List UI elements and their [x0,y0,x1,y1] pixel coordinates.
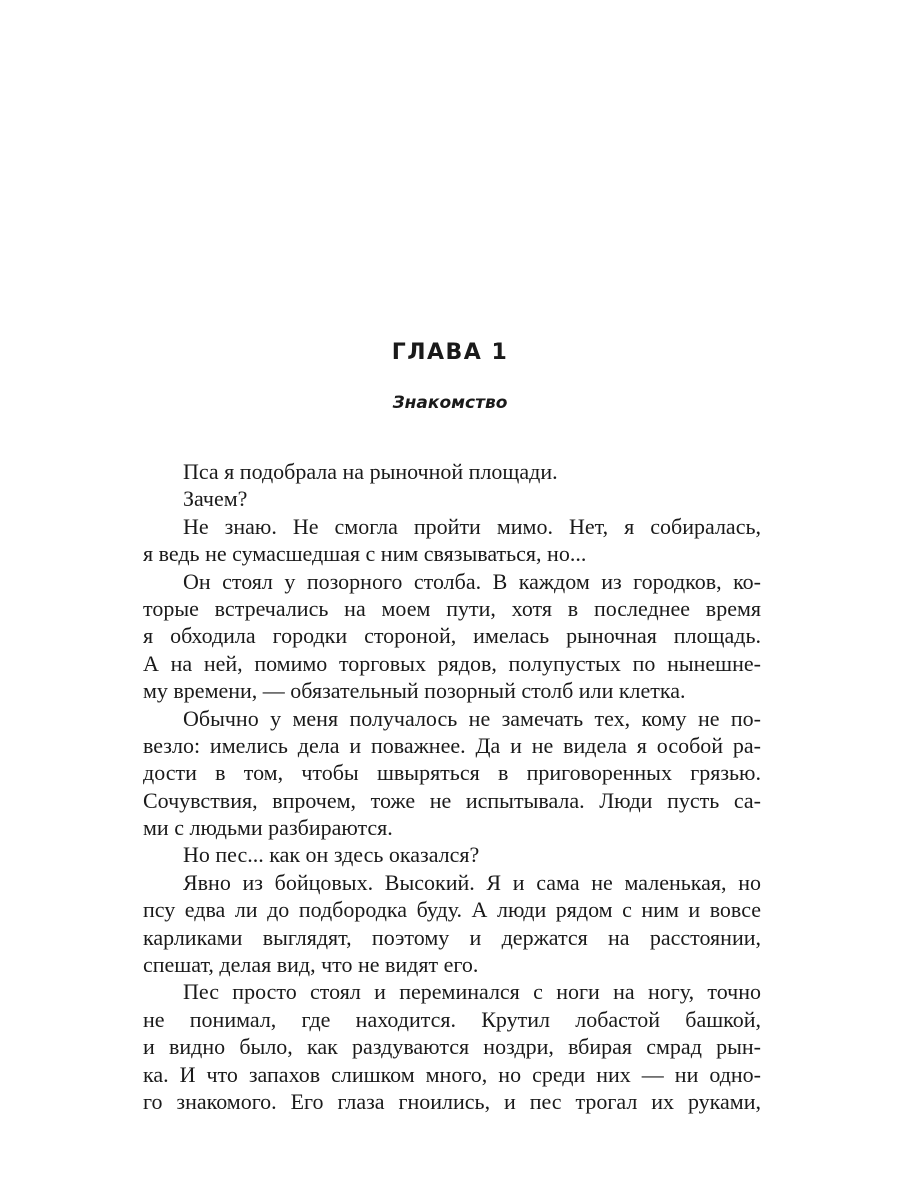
chapter-body [143,458,761,1115]
text-line: не понимал, где находится. Крутил лобастой башкой, [143,1006,761,1032]
text-line: го знакомого. Его глаза гноились, и пес трогал их руками, [143,1088,761,1114]
text-line: везло: имелись дела и поважнее. Да и не видела я особой ра- [143,732,761,758]
text-line: дости в том, чтобы швыряться в приговоренных грязью. [143,760,761,786]
chapter-subtitle: Знакомство [392,393,508,413]
text-line: и видно было, как раздуваются ноздри, вбирая смрад рын- [143,1034,761,1060]
text-line: А на ней, помимо торговых рядов, полупустых по нынешне- [143,650,761,676]
text-line: ми с людьми разбираются. [143,815,393,841]
text-line: карликами выглядят, поэтому и держатся на расстоянии, [143,924,761,950]
text-line: псу едва ли до подбородка буду. А люди рядом с ним и вовсе [143,897,761,923]
text-line: Он стоял у позорного столба. В каждом из городков, ко- [183,568,761,594]
chapter-title: ГЛАВА 1 [391,340,509,365]
text-line: Но пес... как он здесь оказался? [183,842,480,868]
text-line: ка. И что запахов слишком много, но среди них — ни одно- [143,1061,761,1087]
text-line: Сочувствия, впрочем, тоже не испытывала. Люди пусть са- [143,787,761,813]
text-line: Пса я подобрала на рыночной площади. [183,459,558,484]
text-line: Не знаю. Не смогла пройти мимо. Нет, я собиралась, [183,513,761,539]
text-line: Пес просто стоял и переминался с ноги на ногу, точно [183,979,761,1005]
text-line: торые встречались на моем пути, хотя в последнее время [143,595,761,621]
text-line: му времени, — обязательный позорный столб или клетка. [143,678,686,704]
text-line: я обходила городки стороной, имелась рыночная площадь. [143,623,761,649]
text-line: спешат, делая вид, что не видят его. [143,952,479,978]
text-line: я ведь не сумасшедшая с ним связываться, но... [143,541,587,567]
text-line: Зачем? [183,486,248,512]
text-line: Обычно у меня получалось не замечать тех, кому не по- [183,705,761,731]
text-line: Явно из бойцовых. Высокий. Я и сама не маленькая, но [183,869,761,895]
